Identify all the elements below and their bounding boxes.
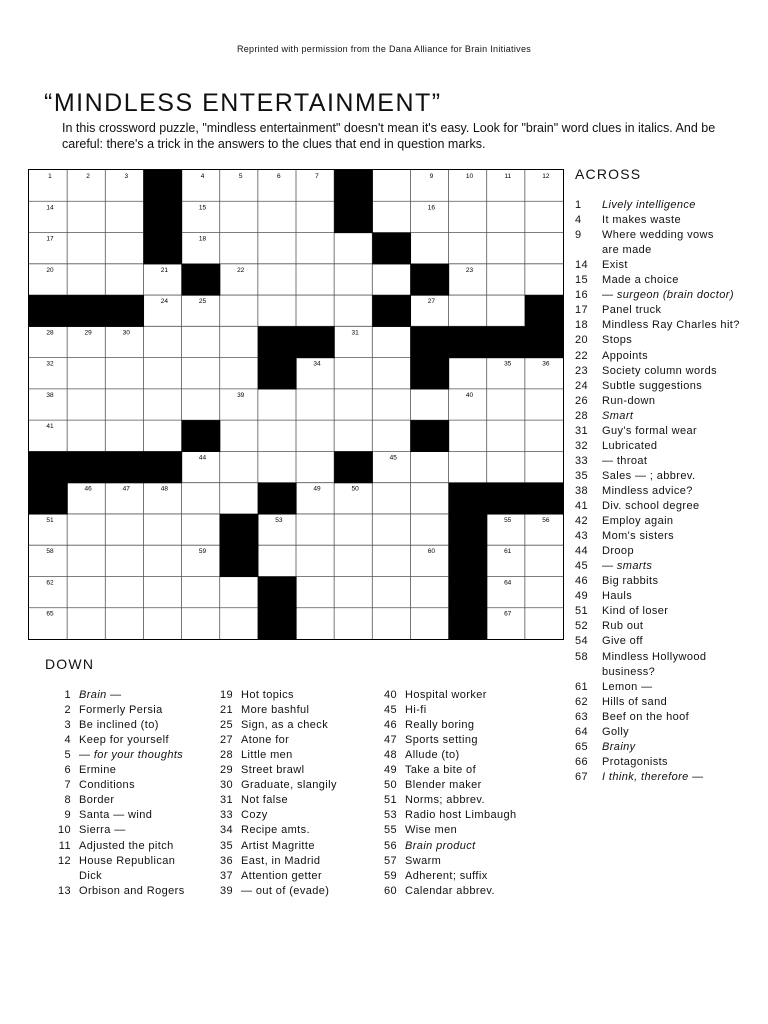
black-cell bbox=[143, 170, 182, 202]
clue-number: 48 bbox=[383, 749, 397, 762]
clue-text: Conditions bbox=[79, 779, 135, 792]
clue-number: 5 bbox=[64, 749, 71, 762]
clue-text: — out of (evade) bbox=[241, 884, 330, 897]
grid-number-63: 63 bbox=[275, 579, 283, 587]
grid-number-40: 40 bbox=[465, 391, 474, 399]
clue-text: Brain product bbox=[405, 839, 476, 852]
clue-number: 45 bbox=[575, 560, 589, 573]
clue-text: Lively intelligence bbox=[602, 199, 696, 211]
clue-number: 14 bbox=[575, 259, 589, 272]
black-cell bbox=[525, 326, 563, 358]
crossword-grid-svg bbox=[29, 170, 563, 639]
clue-number: 4 bbox=[575, 214, 582, 227]
clue-number: 42 bbox=[575, 515, 589, 528]
black-cell bbox=[525, 295, 563, 327]
clue-text: Norms; abbrev. bbox=[405, 794, 485, 807]
clue-text: Mindless advice? bbox=[602, 484, 693, 497]
clue-number: 46 bbox=[383, 719, 397, 732]
reprint-credit: Reprinted with permission from the Dana Alliance for Brain Initiatives bbox=[236, 44, 532, 54]
clue-text: Formerly Persia bbox=[79, 704, 163, 717]
clue-number: 15 bbox=[575, 274, 589, 287]
grid-number-64: 64 bbox=[504, 579, 512, 587]
clue-text: Sierra — bbox=[79, 824, 126, 837]
clue-text: — smarts bbox=[602, 560, 653, 573]
grid-number-7: 7 bbox=[315, 173, 319, 180]
clue-number: 29 bbox=[219, 764, 233, 777]
black-cell bbox=[334, 451, 373, 483]
grid-number-27: 27 bbox=[427, 298, 436, 306]
clue-number: 13 bbox=[57, 884, 71, 897]
clue-text: Smart bbox=[602, 409, 634, 422]
grid-number-59: 59 bbox=[198, 548, 207, 556]
clue-text: Swarm bbox=[405, 854, 442, 867]
clue-text: Orbison and Rogers bbox=[79, 884, 185, 897]
black-cell bbox=[105, 295, 144, 327]
clue-number: 37 bbox=[219, 869, 233, 882]
grid-number-30: 30 bbox=[122, 329, 130, 337]
clue-text: Allude (to) bbox=[405, 749, 460, 762]
clue-text: Hauls bbox=[602, 590, 633, 603]
clue-text: Sign, as a check bbox=[241, 719, 329, 732]
clue-text: Droop bbox=[602, 545, 634, 558]
clue-number: 51 bbox=[383, 794, 397, 807]
clue-number: 20 bbox=[575, 334, 589, 347]
clue-text: House Republican bbox=[79, 854, 176, 867]
clue-text: — surgeon (brain doctor) bbox=[602, 289, 734, 302]
down-heading: DOWN bbox=[45, 656, 95, 672]
grid-number-23: 23 bbox=[465, 266, 474, 274]
clue-text: Give off bbox=[602, 635, 643, 648]
grid-number-26: 26 bbox=[389, 298, 397, 306]
grid-number-16: 16 bbox=[427, 204, 436, 212]
grid-number-24: 24 bbox=[160, 298, 169, 306]
clue-number: 19 bbox=[219, 689, 233, 701]
black-cell bbox=[67, 295, 106, 327]
black-cell bbox=[410, 264, 449, 296]
across-heading: ACROSS bbox=[575, 166, 642, 182]
clue-text: Stops bbox=[602, 334, 633, 347]
grid-number-62: 62 bbox=[46, 579, 54, 587]
clue-text: I think, therefore — bbox=[602, 770, 704, 783]
clue-text: Where wedding vows bbox=[602, 229, 714, 242]
clue-number: 3 bbox=[64, 719, 71, 732]
clue-text: Mom's sisters bbox=[602, 530, 675, 543]
clue-text: Attention getter bbox=[241, 869, 323, 882]
clue-number: 63 bbox=[575, 710, 589, 723]
grid-number-36: 36 bbox=[542, 360, 550, 368]
clue-text: Ermine bbox=[79, 764, 117, 777]
clue-number: 2 bbox=[64, 704, 71, 717]
clue-number: 38 bbox=[575, 484, 589, 497]
grid-number-6: 6 bbox=[277, 173, 281, 180]
black-cell bbox=[449, 576, 488, 608]
clue-number: 49 bbox=[575, 590, 589, 603]
clue-text: Subtle suggestions bbox=[602, 379, 703, 392]
clue-text: Atone for bbox=[241, 734, 290, 747]
clue-text: Take a bite of bbox=[405, 764, 477, 777]
clue-text: Border bbox=[79, 794, 115, 807]
grid-number-47: 47 bbox=[122, 485, 130, 493]
clue-number: 10 bbox=[57, 824, 71, 837]
black-cell bbox=[258, 326, 297, 358]
grid-number-28: 28 bbox=[46, 329, 54, 337]
clue-number: 33 bbox=[219, 809, 233, 822]
black-cell bbox=[29, 295, 68, 327]
black-cell bbox=[410, 326, 449, 358]
clue-text: Wise men bbox=[405, 824, 458, 837]
clue-text: Rub out bbox=[602, 620, 644, 633]
clue-text: Sales — ; abbrev. bbox=[602, 469, 696, 482]
clue-text: It makes waste bbox=[602, 214, 681, 227]
clue-text: Society column words bbox=[602, 364, 717, 377]
black-cell bbox=[143, 451, 182, 483]
clue-number: 58 bbox=[575, 650, 589, 663]
grid-number-18: 18 bbox=[198, 235, 207, 243]
grid-number-21: 21 bbox=[160, 266, 169, 274]
grid-number-46: 46 bbox=[84, 485, 92, 493]
grid-number-38: 38 bbox=[46, 391, 54, 399]
black-cell bbox=[143, 201, 182, 233]
black-cell bbox=[258, 483, 297, 515]
grid-number-54: 54 bbox=[465, 516, 474, 524]
clue-number: 41 bbox=[575, 500, 589, 512]
clue-number: 36 bbox=[219, 854, 233, 867]
clue-text: Street brawl bbox=[241, 764, 305, 777]
grid-number-1: 1 bbox=[48, 173, 52, 180]
grid-number-8: 8 bbox=[353, 173, 357, 180]
clue-text: East, in Madrid bbox=[241, 854, 321, 867]
grid-number-48: 48 bbox=[160, 485, 169, 493]
black-cell bbox=[182, 264, 221, 296]
grid-number-60: 60 bbox=[427, 548, 436, 556]
clue-text: Panel truck bbox=[602, 304, 662, 317]
grid-number-49: 49 bbox=[313, 485, 321, 493]
grid-number-29: 29 bbox=[84, 329, 92, 337]
clue-number: 50 bbox=[383, 779, 397, 792]
clue-text: Blender maker bbox=[405, 779, 482, 792]
clue-number: 35 bbox=[219, 839, 233, 852]
clue-text: Santa — wind bbox=[79, 809, 153, 822]
clue-number: 64 bbox=[575, 725, 589, 738]
clue-text-continuation: are made bbox=[602, 244, 652, 257]
clue-text: Hills of sand bbox=[602, 695, 668, 708]
clue-number: 25 bbox=[219, 719, 233, 732]
clue-text: Run-down bbox=[602, 394, 656, 407]
grid-number-45: 45 bbox=[389, 454, 397, 462]
clue-number: 21 bbox=[219, 704, 233, 717]
black-cell bbox=[487, 326, 526, 358]
black-cell bbox=[449, 608, 488, 639]
clue-number: 34 bbox=[219, 824, 233, 837]
clue-text: Mindless Ray Charles hit? bbox=[602, 319, 740, 332]
clue-number: 39 bbox=[219, 884, 233, 897]
clue-text: Brain — bbox=[79, 689, 122, 701]
grid-number-4: 4 bbox=[200, 173, 205, 180]
grid-number-61: 61 bbox=[504, 548, 512, 556]
grid-number-9: 9 bbox=[429, 173, 434, 180]
grid-number-20: 20 bbox=[46, 266, 54, 274]
clue-text: More bashful bbox=[241, 704, 310, 717]
clue-text: Guy's formal wear bbox=[602, 424, 698, 437]
black-cell bbox=[220, 545, 259, 577]
clue-text: Sports setting bbox=[405, 734, 478, 747]
grid-number-31: 31 bbox=[351, 329, 359, 337]
clue-number: 9 bbox=[64, 809, 71, 822]
clue-number: 49 bbox=[383, 764, 397, 777]
grid-number-34: 34 bbox=[313, 360, 321, 368]
clue-text: Adherent; suffix bbox=[405, 869, 488, 882]
black-cell bbox=[296, 326, 335, 358]
clue-number: 61 bbox=[575, 680, 589, 693]
clue-text: Protagonists bbox=[602, 755, 668, 768]
clue-text: Hot topics bbox=[241, 689, 294, 701]
grid-number-39: 39 bbox=[237, 391, 245, 399]
clue-text: Mindless Hollywood bbox=[602, 650, 707, 663]
grid-number-51: 51 bbox=[46, 516, 54, 524]
clue-text: Adjusted the pitch bbox=[79, 839, 174, 852]
clue-text: Kind of loser bbox=[602, 605, 669, 618]
clue-text: Lemon — bbox=[602, 680, 653, 693]
black-cell bbox=[449, 483, 488, 515]
clue-number: 28 bbox=[575, 409, 589, 422]
clue-text: Be inclined (to) bbox=[79, 719, 159, 732]
clue-number: 32 bbox=[575, 439, 589, 452]
grid-number-32: 32 bbox=[46, 360, 54, 368]
clue-text: — throat bbox=[602, 454, 648, 467]
clue-number: 43 bbox=[575, 530, 589, 543]
black-cell bbox=[487, 483, 526, 515]
clue-number: 62 bbox=[575, 695, 589, 708]
clue-number: 31 bbox=[219, 794, 233, 807]
clue-text: Cozy bbox=[241, 809, 268, 822]
clue-number: 24 bbox=[575, 379, 589, 392]
black-cell bbox=[410, 358, 449, 390]
clue-number: 53 bbox=[383, 809, 397, 822]
clue-number: 7 bbox=[64, 779, 71, 792]
clue-text: Employ again bbox=[602, 515, 674, 528]
clue-text: Graduate, slangily bbox=[241, 779, 337, 792]
black-cell bbox=[105, 451, 144, 483]
grid-number-10: 10 bbox=[465, 173, 474, 180]
clue-number: 57 bbox=[383, 854, 397, 867]
puzzle-title: “MINDLESS ENTERTAINMENT” bbox=[44, 89, 442, 117]
clue-number: 1 bbox=[575, 199, 582, 211]
clue-text: — for your thoughts bbox=[79, 749, 184, 762]
grid-number-65: 65 bbox=[46, 610, 54, 618]
clue-number: 12 bbox=[57, 854, 71, 867]
clue-number: 60 bbox=[383, 884, 397, 897]
grid-number-58: 58 bbox=[46, 548, 54, 556]
grid-number-66: 66 bbox=[275, 610, 283, 618]
clue-text: Appoints bbox=[602, 349, 649, 362]
clue-number: 52 bbox=[575, 620, 589, 633]
grid-number-19: 19 bbox=[389, 235, 397, 243]
clue-number: 46 bbox=[575, 575, 589, 588]
clue-number: 18 bbox=[575, 319, 589, 332]
clue-text: Lubricated bbox=[602, 439, 658, 452]
clue-text: Brainy bbox=[602, 740, 636, 753]
clue-text: Really boring bbox=[405, 719, 475, 732]
clue-number: 45 bbox=[383, 704, 397, 717]
clue-number: 30 bbox=[219, 779, 233, 792]
clue-number: 27 bbox=[219, 734, 233, 747]
grid-number-15: 15 bbox=[198, 204, 207, 212]
clue-number: 6 bbox=[64, 764, 71, 777]
black-cell bbox=[449, 326, 488, 358]
clue-number: 1 bbox=[64, 689, 71, 701]
black-cell bbox=[334, 201, 373, 233]
grid-number-12: 12 bbox=[542, 173, 550, 180]
clue-number: 16 bbox=[575, 289, 589, 302]
grid-number-3: 3 bbox=[124, 173, 129, 180]
grid-number-42: 42 bbox=[198, 423, 207, 431]
clue-text: Big rabbits bbox=[602, 575, 659, 588]
clue-number: 56 bbox=[383, 839, 397, 852]
grid-number-52: 52 bbox=[237, 516, 245, 524]
clue-number: 35 bbox=[575, 469, 589, 482]
clue-number: 55 bbox=[383, 824, 397, 837]
grid-number-50: 50 bbox=[351, 485, 359, 493]
clue-text: Recipe amts. bbox=[241, 824, 310, 837]
clue-text: Made a choice bbox=[602, 274, 679, 287]
clue-number: 31 bbox=[575, 424, 589, 437]
clue-number: 66 bbox=[575, 755, 589, 768]
clue-number: 28 bbox=[219, 749, 233, 762]
grid-number-11: 11 bbox=[504, 173, 512, 180]
clue-text: Keep for yourself bbox=[79, 734, 169, 747]
clue-number: 59 bbox=[383, 869, 397, 882]
black-cell bbox=[143, 233, 182, 265]
clue-number: 4 bbox=[64, 734, 71, 747]
puzzle-instructions: In this crossword puzzle, "mindless entertainment" doesn't mean it's easy. Look for "brain" word clues in italics. And be careful: there's a trick in the answers to the clues that end in question marks. bbox=[62, 121, 716, 151]
clue-number: 17 bbox=[575, 304, 589, 317]
clue-text: Div. school degree bbox=[602, 500, 700, 512]
clue-text: Artist Magritte bbox=[241, 839, 315, 852]
clue-number: 11 bbox=[58, 839, 71, 852]
grid-number-22: 22 bbox=[237, 266, 245, 274]
clue-number: 23 bbox=[575, 364, 589, 377]
clue-text: Beef on the hoof bbox=[602, 710, 690, 723]
grid-number-56: 56 bbox=[542, 516, 550, 524]
black-cell bbox=[525, 483, 563, 515]
black-cell bbox=[29, 451, 68, 483]
grid-number-43: 43 bbox=[427, 423, 436, 431]
clue-text: Hi-fi bbox=[405, 704, 427, 717]
grid-number-35: 35 bbox=[504, 360, 512, 368]
clue-text: Little men bbox=[241, 749, 293, 762]
clue-text: Golly bbox=[602, 725, 630, 738]
clue-number: 22 bbox=[575, 349, 589, 362]
clue-number: 47 bbox=[383, 734, 397, 747]
clue-text-continuation: Dick bbox=[79, 869, 102, 882]
clue-text: Radio host Limbaugh bbox=[405, 809, 517, 822]
clue-text: Calendar abbrev. bbox=[405, 884, 495, 897]
clue-number: 51 bbox=[575, 605, 589, 618]
grid-number-5: 5 bbox=[238, 173, 243, 180]
clue-number: 9 bbox=[575, 229, 582, 242]
grid-number-41: 41 bbox=[46, 423, 54, 431]
grid-number-55: 55 bbox=[504, 516, 512, 524]
black-cell bbox=[29, 483, 68, 515]
crossword-grid bbox=[28, 169, 564, 640]
clue-text: Exist bbox=[602, 259, 628, 272]
clue-text-continuation: business? bbox=[602, 665, 656, 678]
grid-number-53: 53 bbox=[275, 516, 283, 524]
grid-number-14: 14 bbox=[46, 204, 54, 212]
clue-number: 40 bbox=[383, 689, 397, 701]
clue-number: 8 bbox=[64, 794, 71, 807]
clue-number: 54 bbox=[575, 635, 589, 648]
black-cell bbox=[449, 545, 488, 577]
grid-number-25: 25 bbox=[198, 298, 207, 306]
black-cell bbox=[67, 451, 106, 483]
grid-number-67: 67 bbox=[504, 610, 512, 618]
grid-number-2: 2 bbox=[86, 173, 90, 180]
clue-number: 44 bbox=[575, 545, 589, 558]
grid-number-17: 17 bbox=[46, 235, 54, 243]
grid-number-44: 44 bbox=[198, 454, 207, 462]
clue-text: Not false bbox=[241, 794, 289, 807]
clue-number: 67 bbox=[575, 770, 589, 783]
clue-number: 33 bbox=[575, 454, 589, 467]
clue-text: Hospital worker bbox=[405, 689, 487, 701]
clue-number: 65 bbox=[575, 740, 589, 753]
clue-number: 26 bbox=[575, 394, 589, 407]
grid-number-33: 33 bbox=[275, 360, 283, 368]
